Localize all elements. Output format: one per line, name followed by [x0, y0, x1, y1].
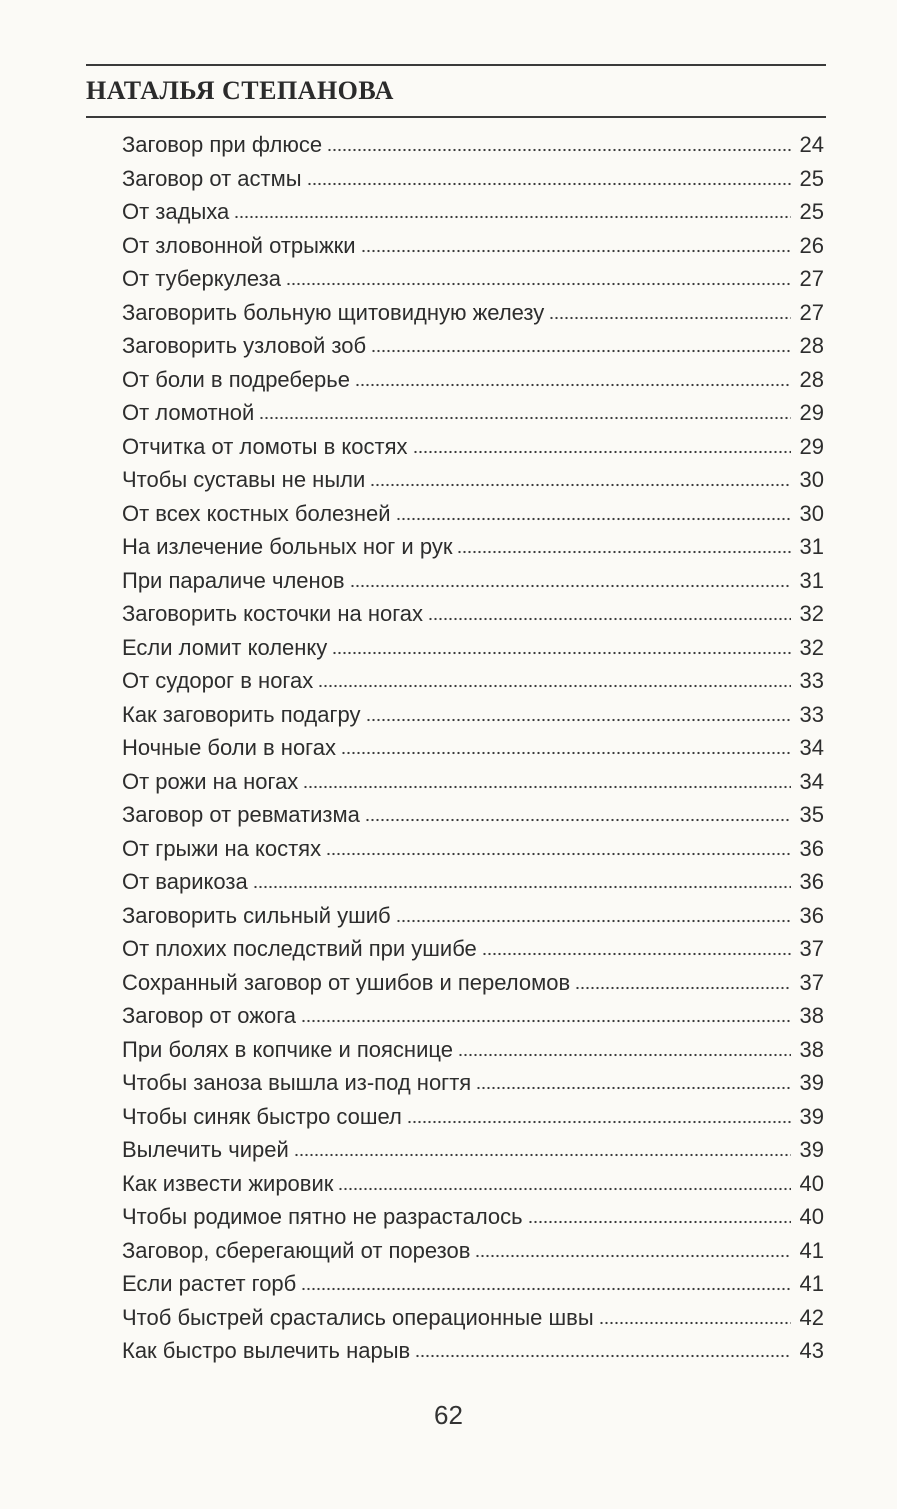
toc-entry-title: Заговор от ревматизма [122, 802, 360, 827]
toc-entry [122, 1033, 824, 1067]
toc-entry [122, 1133, 824, 1167]
dot-leader [528, 1220, 791, 1224]
toc-entry-page: 41 [799, 1237, 824, 1263]
toc-entry [122, 296, 824, 330]
header-bottom-rule [86, 116, 826, 118]
toc-entry-title: Чтобы родимое пятно не разрасталось [122, 1204, 523, 1229]
dot-leader [415, 1354, 791, 1358]
toc-entry-title: Заговорить косточки на ногах [122, 601, 423, 626]
dot-leader [457, 550, 791, 554]
toc-entry [122, 1301, 824, 1335]
toc-entry-page: 35 [799, 802, 824, 827]
toc-entry-page: 29 [799, 400, 824, 425]
toc-entry-page: 28 [799, 366, 824, 392]
toc-entry-page: 30 [799, 500, 824, 526]
dot-leader [365, 818, 791, 822]
toc-entry-title: Заговорить сильный ушиб [122, 902, 391, 928]
dot-leader [350, 584, 791, 588]
toc-entry-page: 40 [799, 1204, 824, 1229]
dot-leader [326, 852, 791, 856]
toc-entry [122, 430, 824, 464]
toc-entry-page: 34 [799, 768, 824, 794]
dot-leader [428, 617, 791, 621]
toc-entry [122, 865, 824, 899]
toc-entry-title: Если ломит коленку [122, 634, 328, 660]
page-number: 62 [434, 1400, 463, 1430]
toc-entry-title: Чтоб быстрей срастались операционные швы [122, 1304, 594, 1330]
toc-entry [122, 1200, 824, 1234]
toc-entry-page: 32 [799, 634, 824, 660]
toc-entry [122, 832, 824, 866]
dot-leader [475, 1254, 791, 1258]
dot-leader [361, 249, 791, 253]
dot-leader [234, 215, 791, 219]
dot-leader [332, 651, 791, 655]
toc-entry [122, 966, 824, 1000]
dot-leader [253, 885, 791, 889]
toc-entry-page: 37 [799, 936, 824, 961]
toc-entry-title: Сохранный заговор от ушибов и переломов [122, 969, 571, 995]
toc-entry-title: Ночные боли в ногах [122, 735, 336, 760]
toc-entry [122, 229, 824, 263]
header-top-rule [86, 64, 826, 66]
toc-entry [122, 798, 824, 832]
toc-entry-title: От задыха [122, 199, 230, 224]
toc-entry-page: 24 [799, 132, 824, 157]
toc-entry-page: 27 [799, 266, 824, 291]
toc-entry-title: Заговорить больную щитовидную железу [122, 299, 545, 325]
toc-entry-page: 33 [799, 668, 824, 693]
dot-leader [303, 785, 791, 789]
toc-entry-title: Чтобы заноза вышла из-под ногтя [122, 1070, 472, 1095]
toc-entry-page: 30 [799, 467, 824, 492]
toc-entry-page: 31 [799, 534, 824, 559]
dot-leader [301, 1287, 791, 1291]
toc-entry-title: Вылечить чирей [122, 1137, 289, 1162]
toc-entry-title: От зловонной отрыжки [122, 232, 356, 258]
toc-entry [122, 664, 824, 698]
toc-entry [122, 631, 824, 665]
toc-entry [122, 1267, 824, 1301]
dot-leader [341, 751, 791, 755]
toc-entry [122, 128, 824, 162]
dot-leader [396, 919, 791, 923]
toc-entry [122, 262, 824, 296]
dot-leader [355, 383, 791, 387]
toc-entry-page: 36 [799, 835, 824, 861]
dot-leader [396, 517, 791, 521]
toc-entry-page: 43 [799, 1338, 824, 1363]
toc-entry-page: 38 [799, 1036, 824, 1062]
toc-entry-title: Чтобы синяк быстро сошел [122, 1103, 402, 1129]
toc-entry-title: Как заговорить подагру [122, 701, 361, 727]
dot-leader [371, 349, 791, 353]
dot-leader [259, 416, 791, 420]
dot-leader [482, 952, 791, 956]
toc-entry-title: При болях в копчике и пояснице [122, 1036, 453, 1062]
toc-entry [122, 899, 824, 933]
toc-entry [122, 530, 824, 564]
toc-entry-title: От варикоза [122, 869, 248, 894]
toc-entry-page: 31 [799, 567, 824, 593]
toc-entry-page: 32 [799, 601, 824, 626]
toc-entry [122, 329, 824, 363]
toc-entry [122, 195, 824, 229]
toc-entry-title: От рожи на ногах [122, 768, 299, 794]
toc-entry-title: От боли в подреберье [122, 366, 350, 392]
toc-entry-title: При параличе членов [122, 567, 345, 593]
toc-entry-title: Заговор, сберегающий от порезов [122, 1237, 471, 1263]
dot-leader [458, 1053, 791, 1057]
toc-entry [122, 564, 824, 598]
toc-entry-title: Заговор от ожога [122, 1003, 296, 1028]
toc-entry [122, 731, 824, 765]
toc-entry-title: Как быстро вылечить нарыв [122, 1338, 411, 1363]
table-of-contents [122, 128, 824, 1368]
dot-leader [407, 1120, 791, 1124]
toc-entry-page: 36 [799, 869, 824, 894]
toc-entry-page: 42 [799, 1304, 824, 1330]
toc-entry [122, 396, 824, 430]
dot-leader [549, 316, 791, 320]
toc-entry [122, 162, 824, 196]
dot-leader [286, 282, 791, 286]
toc-entry-page: 39 [799, 1103, 824, 1129]
toc-entry-title: От грыжи на костях [122, 835, 322, 861]
dot-leader [294, 1153, 791, 1157]
dot-leader [301, 1019, 791, 1023]
toc-entry-page: 37 [799, 969, 824, 995]
toc-entry-page: 28 [799, 333, 824, 358]
dot-leader [338, 1187, 791, 1191]
toc-entry [122, 597, 824, 631]
toc-entry-title: Чтобы суставы не ныли [122, 467, 366, 492]
toc-entry [122, 698, 824, 732]
toc-entry-title: Если растет горб [122, 1271, 297, 1296]
toc-entry [122, 363, 824, 397]
toc-entry-page: 38 [799, 1003, 824, 1028]
toc-entry-page: 39 [799, 1070, 824, 1095]
toc-entry-page: 25 [799, 165, 824, 191]
dot-leader [327, 148, 791, 152]
toc-entry [122, 1234, 824, 1268]
toc-entry-title: Заговор от астмы [122, 165, 302, 191]
toc-entry-title: От судорог в ногах [122, 668, 314, 693]
toc-entry [122, 1066, 824, 1100]
toc-entry [122, 1334, 824, 1368]
toc-entry [122, 932, 824, 966]
toc-entry-page: 36 [799, 902, 824, 928]
toc-entry-page: 26 [799, 232, 824, 258]
toc-entry-page: 34 [799, 735, 824, 760]
dot-leader [599, 1321, 791, 1325]
dot-leader [370, 483, 791, 487]
toc-entry-page: 40 [799, 1170, 824, 1196]
toc-entry-title: От всех костных болезней [122, 500, 391, 526]
dot-leader [413, 450, 791, 454]
toc-entry-title: Заговор при флюсе [122, 132, 323, 157]
toc-entry-page: 27 [799, 299, 824, 325]
toc-entry [122, 1167, 824, 1201]
toc-entry-title: Как извести жировик [122, 1170, 334, 1196]
dot-leader [318, 684, 791, 688]
dot-leader [575, 986, 791, 990]
toc-entry-title: От ломотной [122, 400, 255, 425]
dot-leader [366, 718, 792, 722]
toc-entry-title: Заговорить узловой зоб [122, 333, 367, 358]
toc-entry-page: 29 [799, 433, 824, 459]
toc-entry-page: 25 [799, 199, 824, 224]
toc-entry [122, 765, 824, 799]
toc-entry-title: От туберкулеза [122, 266, 281, 291]
toc-entry-page: 33 [799, 701, 824, 727]
dot-leader [476, 1086, 791, 1090]
toc-entry-title: Отчитка от ломоты в костях [122, 433, 408, 459]
toc-entry [122, 999, 824, 1033]
toc-entry [122, 1100, 824, 1134]
toc-entry-title: На излечение больных ног и рук [122, 534, 453, 559]
toc-entry [122, 497, 824, 531]
toc-entry-page: 41 [799, 1271, 824, 1296]
toc-entry-page: 39 [799, 1137, 824, 1162]
dot-leader [307, 182, 791, 186]
toc-entry [122, 463, 824, 497]
running-head-author: НАТАЛЬЯ СТЕПАНОВА [86, 76, 394, 105]
toc-entry-title: От плохих последствий при ушибе [122, 936, 477, 961]
